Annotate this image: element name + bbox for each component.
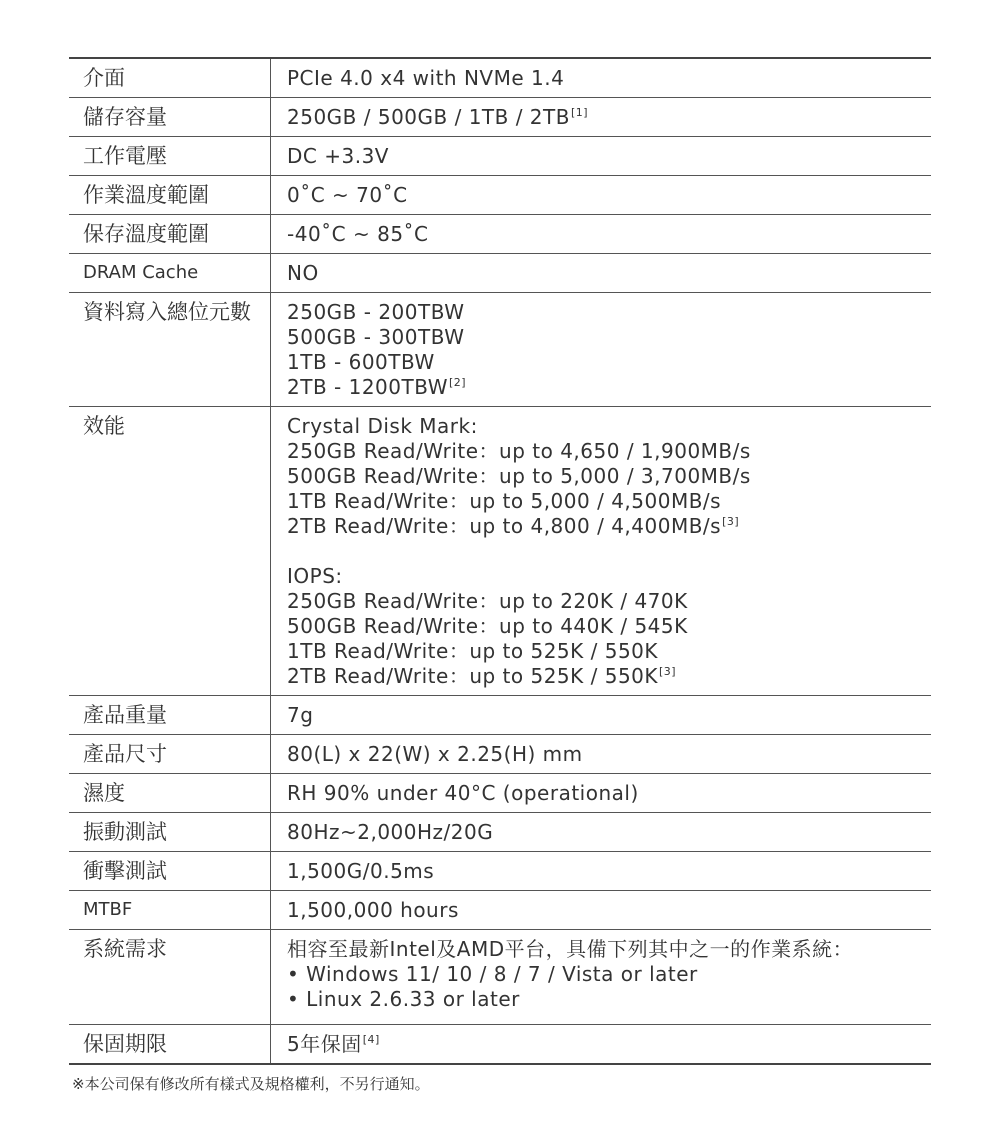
spec-value xyxy=(271,813,931,851)
spec-label: 效能 xyxy=(69,407,271,695)
spec-value-text: 5年保固 xyxy=(287,1032,362,1056)
spec-value-line xyxy=(287,614,931,639)
spec-value-text: NO xyxy=(287,261,319,285)
spec-value-line xyxy=(287,105,931,130)
spacer xyxy=(287,539,931,564)
spec-value xyxy=(271,852,931,890)
spec-value-text: 2TB - 1200TBW xyxy=(287,375,448,399)
spec-value-line xyxy=(287,987,931,1012)
spec-label: 工作電壓 xyxy=(69,137,271,175)
spec-value-text: 500GB - 300TBW xyxy=(287,325,465,349)
spec-value-text: RH 90% under 40°C (operational) xyxy=(287,781,639,805)
spec-row xyxy=(69,214,931,253)
spec-value-line xyxy=(287,439,931,464)
spec-label: 產品尺寸 xyxy=(69,735,271,773)
spec-value-line xyxy=(287,1032,931,1057)
spec-value-text: PCIe 4.0 x4 with NVMe 1.4 xyxy=(287,66,565,90)
spec-value-line xyxy=(287,300,931,325)
spec-label: DRAM Cache xyxy=(69,254,271,292)
spec-value-line xyxy=(287,639,931,664)
spec-value xyxy=(271,735,931,773)
spec-value-line xyxy=(287,589,931,614)
spec-value-text: • Windows 11/ 10 / 8 / 7 / Vista or later xyxy=(287,962,698,986)
spec-value xyxy=(271,774,931,812)
spec-value-line xyxy=(287,859,931,884)
spec-label: 系統需求 xyxy=(69,930,271,1024)
footnote-ref: [4] xyxy=(362,1033,380,1047)
footnote-ref: [1] xyxy=(570,106,589,120)
footnote-ref: [3] xyxy=(659,665,677,679)
footnote-ref: [2] xyxy=(449,376,467,390)
spec-value xyxy=(271,59,931,97)
spec-value xyxy=(271,696,931,734)
spec-value-line xyxy=(287,375,931,400)
spec-row xyxy=(69,773,931,812)
spec-row xyxy=(69,851,931,890)
spec-row xyxy=(69,175,931,214)
spec-value-text: 250GB Read/Write：up to 220K / 470K xyxy=(287,589,688,613)
spec-value-line xyxy=(287,144,931,169)
spec-value-text: 1TB Read/Write：up to 5,000 / 4,500MB/s xyxy=(287,489,722,513)
spec-value-text: • Linux 2.6.33 or later xyxy=(287,987,520,1011)
spec-value-text: IOPS: xyxy=(287,564,343,588)
spec-value-text: 80Hz~2,000Hz/20G xyxy=(287,820,494,844)
spec-label: 振動測試 xyxy=(69,813,271,851)
spec-row xyxy=(69,136,931,175)
spec-value-text: 相容至最新Intel及AMD平台，具備下列其中之一的作業系統： xyxy=(287,937,854,961)
spec-table xyxy=(69,57,931,1065)
spec-value-line xyxy=(287,66,931,91)
spec-value-line xyxy=(287,962,931,987)
spec-value-line xyxy=(287,464,931,489)
spec-value-text: 250GB / 500GB / 1TB / 2TB xyxy=(287,105,570,129)
spec-value xyxy=(271,137,931,175)
spec-value-text: 1,500,000 hours xyxy=(287,898,459,922)
spec-value-line xyxy=(287,261,931,286)
spec-row xyxy=(69,734,931,773)
spec-label: MTBF xyxy=(69,891,271,929)
spec-value xyxy=(271,891,931,929)
spec-value-text: 1,500G/0.5ms xyxy=(287,859,435,883)
spec-value-line xyxy=(287,564,931,589)
spec-value-line xyxy=(287,703,931,728)
spec-value xyxy=(271,1025,931,1063)
spec-value-text: Crystal Disk Mark: xyxy=(287,414,478,438)
spec-row xyxy=(69,695,931,734)
spec-label: 介面 xyxy=(69,59,271,97)
spec-label: 衝擊測試 xyxy=(69,852,271,890)
spec-label: 作業溫度範圍 xyxy=(69,176,271,214)
spec-value-text: 250GB Read/Write：up to 4,650 / 1,900MB/s xyxy=(287,439,751,463)
spec-label: 儲存容量 xyxy=(69,98,271,136)
spec-value xyxy=(271,215,931,253)
spec-value-line xyxy=(287,937,931,962)
spec-value-text: 500GB Read/Write：up to 5,000 / 3,700MB/s xyxy=(287,464,751,488)
spec-value-line xyxy=(287,664,931,689)
spec-value-text: 250GB - 200TBW xyxy=(287,300,465,324)
spec-value-line xyxy=(287,742,931,767)
spec-row xyxy=(69,292,931,406)
spec-row xyxy=(69,59,931,97)
spec-value-text: 2TB Read/Write：up to 4,800 / 4,400MB/s xyxy=(287,514,722,538)
spec-value-text: 500GB Read/Write：up to 440K / 545K xyxy=(287,614,688,638)
spec-value-line xyxy=(287,325,931,350)
spec-label: 濕度 xyxy=(69,774,271,812)
spec-value-line xyxy=(287,222,931,247)
spec-row xyxy=(69,929,931,1024)
spec-value-text: -40˚C ~ 85˚C xyxy=(287,222,429,246)
spec-value xyxy=(271,98,931,136)
spec-value-line xyxy=(287,514,931,539)
spec-row xyxy=(69,406,931,695)
spec-value-line xyxy=(287,489,931,514)
footnote: ※本公司保有修改所有樣式及規格權利，不另行通知。 xyxy=(72,1075,430,1093)
spec-value-text: 80(L) x 22(W) x 2.25(H) mm xyxy=(287,742,583,766)
spec-row xyxy=(69,812,931,851)
spec-row xyxy=(69,97,931,136)
spec-label: 保固期限 xyxy=(69,1025,271,1063)
spec-row xyxy=(69,890,931,929)
spec-value-line xyxy=(287,820,931,845)
spec-value-line xyxy=(287,183,931,208)
spec-label: 保存溫度範圍 xyxy=(69,215,271,253)
spec-value xyxy=(271,254,931,292)
spec-value-line xyxy=(287,898,931,923)
footnote-ref: [3] xyxy=(722,515,740,529)
spec-row xyxy=(69,1024,931,1063)
spec-value xyxy=(271,293,931,406)
spec-value-text: DC +3.3V xyxy=(287,144,389,168)
spec-label: 產品重量 xyxy=(69,696,271,734)
spec-value-text: 7g xyxy=(287,703,314,727)
spec-label: 資料寫入總位元數 xyxy=(69,293,271,406)
spec-value-text: 1TB - 600TBW xyxy=(287,350,435,374)
spec-value-text: 0˚C ~ 70˚C xyxy=(287,183,408,207)
spec-value-line xyxy=(287,781,931,806)
spec-value-text: 2TB Read/Write：up to 525K / 550K xyxy=(287,664,659,688)
spec-value xyxy=(271,407,931,695)
spec-value-text: 1TB Read/Write：up to 525K / 550K xyxy=(287,639,659,663)
spec-value-line xyxy=(287,350,931,375)
spec-value-line xyxy=(287,414,931,439)
spec-value xyxy=(271,176,931,214)
spec-row xyxy=(69,253,931,292)
spec-value xyxy=(271,930,931,1024)
